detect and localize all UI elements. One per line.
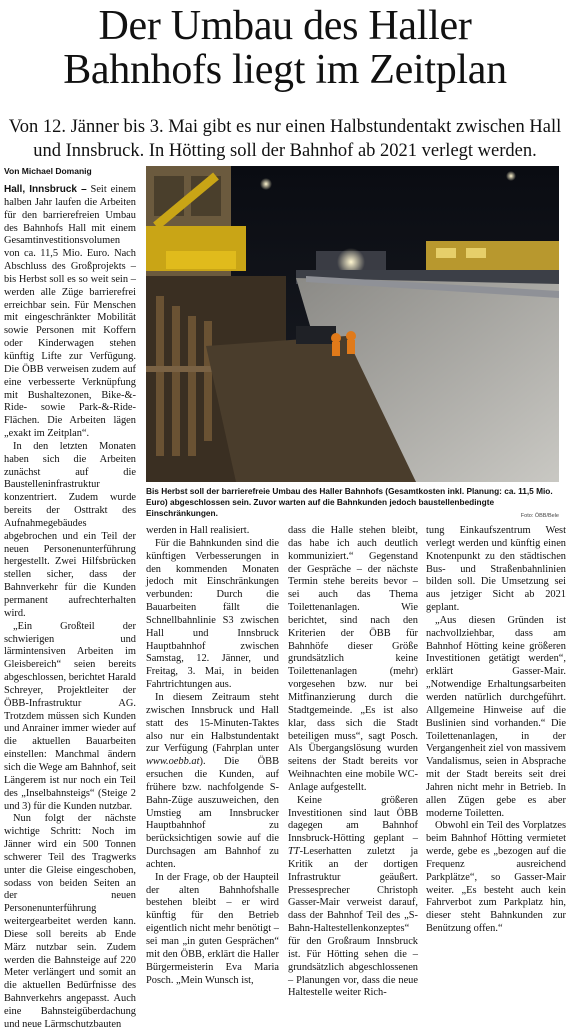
paragraph bbox=[288, 795, 418, 1001]
paragraph: werden in Hall realisiert. bbox=[146, 525, 250, 536]
paragraph: Obwohl ein Teil des Vorplatzes beim Bahnhof Hötting vermietet werde, gebe es „bezogen auf die Frequenz ausreichend Parkplätze“, so Gasser-Mair weiter. „Es besteht auch kein Fahrverbot zum Parkplatz hin, dieser steht Bahnkunden zur Benützung offen.“ bbox=[426, 820, 566, 935]
paragraph-text: Keine größeren Investitionen sind laut ÖBB dagegen am Bahnhof Innsbruck-Hötting geplant – bbox=[288, 794, 418, 845]
author-byline: Von Michael Domanig bbox=[4, 166, 92, 176]
paragraph-text: ). Die ÖBB ersuchen die Kunden, auf frühere bzw. nachfolgende S-Bahn-Züge auszuweichen, den Umstieg am Innsbrucker Hauptbahnhof zu berücksichtigen sowie auf die Durchsagen am Bahnhof zu achten. bbox=[146, 756, 279, 870]
headline bbox=[0, 4, 570, 92]
paragraph: In der Frage, ob der Haupteil der alten Bahnhofshalle bestehen bleibt – er wird künftig für den Betrieb eigentlich nicht mehr benötigt – sei man „in guten Gesprächen“ mit den ÖBB, erklärt die Haller Bürgermeisterin Eva Maria Posch. „Mein Wunsch ist, bbox=[146, 871, 279, 986]
website-link[interactable]: www.oebb.at bbox=[146, 756, 200, 768]
paragraph-text: In diesem Zeitraum steht zwischen Innsbruck und Hall statt des 15-Minuten-Taktes also nur ein Halbstundentakt zur Verfügung (Fahrplan unter bbox=[146, 691, 279, 755]
headline-line-1: Der Umbau des Haller bbox=[98, 3, 472, 49]
caption-text: Bis Herbst soll der barrierefreie Umbau des Haller Bahnhofs (Gesamtkosten inkl. Planung: ca. 11,5 Mio. Euro) abgeschlossen sein. Zuvor warten auf die Bahnkunden jedoch baustellenbedingte Einschränkungen. bbox=[146, 486, 553, 518]
article-column-3 bbox=[288, 525, 418, 1000]
paragraph: dass die Halle stehen bleibt, das habe ich auch deutlich kommuniziert.“ Gegenstand der Gespräche – der nächste Termin stehe bereits bevor – sei auch das Thema Toilettenanlagen. Wie berichtet, sind nach den Kriterien der ÖBB für Bahnhöfe dieser Größe grundsätzlich keine Toilettenanlagen (mehr) vorgesehen bzw. nur bei Mitfinanzierung durch die Stadtgemeinde. „Es ist also klar, dass sich die Stadt beteiligen muss“, sagt Posch. Als Übergangslösung wurden seitens der Stadt bereits vor Weihnachten eine mobile WC-Anlage aufgestellt. bbox=[288, 525, 418, 793]
dateline: Hall, Innsbruck – bbox=[4, 184, 87, 195]
lead-paragraph bbox=[4, 184, 136, 441]
subheadline: Von 12. Jänner bis 3. Mai gibt es nur einen Halbstundentakt zwischen Hall und Innsbruck. In Hötting soll der Bahnhof ab 2021 verlegt werden. bbox=[8, 117, 562, 161]
paragraph: Für die Bahnkunden sind die künftigen Verbesserungen in den kommenden Monaten jedoch mit Einschränkungen verbunden: Durch die Bauarbeiten fällt die Schnellbahnlinie S3 zwischen Hall und Innsbruck Hauptbahnhof zwischen Samstag, 12. Jänner, und Freitag, 3. Mai, in beiden Fahrtrichtungen aus. bbox=[146, 537, 279, 691]
paragraph-text: Seit einem halben Jahr laufen die Arbeiten für den barrierefreien Umbau des Bahnhofs Hall mit einem Gesamtinvestitionsvolumen von ca. 11,5 Mio. Euro. Nach Abschluss des Großprojekts – bis Herbst soll es so weit sein – werden alle Züge barrierefrei erreichbar sein. Für Menschen mit eingeschränkter Mobilität sowie Personen mit Koffern oder Kinderwagen stehen künftig Lifte zur Verfügung. Die ÖBB verweisen zudem auf eine verbesserte Verknüpfung mit Bushaltezonen, Bike-&-Ride- sowie Park-&-Ride-Flächen. Die Arbeiten lägen „exakt im Zeitplan“. bbox=[4, 184, 136, 440]
paragraph: Nun folgt der nächste wichtige Schritt: Noch im Jänner wird ein 500 Tonnen schwerer Teil des Tragwerks unter die Gleise eingeschoben, sodass von beiden Seiten an der neuen Personenunterführung weitergearbeitet werden kann. Diese soll bereits ab Ende März nutzbar sein. Zudem werden die Bahnsteige auf 220 Meter verlängert und somit an die aktuellen Bedürfnisse des Bahnverkehrs angepasst. Auch eine Bahnsteigüberdachung und neue Lärmschutzbauten bbox=[4, 813, 136, 1030]
photo-caption bbox=[146, 486, 559, 522]
photo-illustration bbox=[146, 166, 559, 482]
photo-credit: Foto: ÖBB/Bele bbox=[520, 513, 559, 519]
paragraph: tung Einkaufszentrum West verlegt werden und künftig einen Knotenpunkt zu den städtischen Bus- und Straßenbahnlinien bilden soll. Die Umsetzung sei aus jetziger Sicht ab 2021 geplant. bbox=[426, 525, 566, 614]
paragraph-text: -Leserhatten zuletzt ja Kritik an der dortigen Infrastruktur geäußert. Pressesprecher Christoph Gasser-Mair verweist darauf, dass der Bahnhof Teil des „S-Bahn-Haltestellenkonzeptes“ für den Großraum Innsbruck ist. Für Hötting sehen die – grundsätzlich abgeschlossenen – Planungen vor, dass die neue Haltestelle weiter Rich- bbox=[288, 846, 418, 999]
tt-abbrev: TT bbox=[288, 846, 300, 858]
paragraph: „Ein Großteil der schwierigen und lärmintensiven Arbeiten im Gleisbereich“ seien bereits abgeschlossen, berichtet Harald Schreyer, Projektleiter der ÖBB-Infrastruktur AG. Trotzdem müssen sich Kunden und Anrainer immer wieder auf die aktuellen Bauarbeiten einstellen: Manchmal ändern sich die Wege am Bahnhof, seit Längerem ist nur noch ein Teil des „Inselbahnsteigs“ (Steige 2 und 3) für die Kunden nutzbar. bbox=[4, 620, 136, 812]
article-column-4 bbox=[426, 525, 566, 936]
paragraph: In den letzten Monaten haben sich die Arbeiten zunächst auf die Baustelleninfrastruktur konzentriert. Zudem wurde bereits der Osttrakt des Aufnahmegebäudes abgebrochen und ein Teil der neuen Personenunterführung hergestellt. Zwei Hilfsbrücken stellen sicher, dass der Bahnverkehr für die Kunden permanent aufrechterhalten wird. bbox=[4, 440, 136, 619]
construction-photo bbox=[146, 166, 559, 482]
paragraph bbox=[146, 692, 279, 872]
paragraph: „Aus diesen Gründen ist nachvollziehbar, dass am Bahnhof Hötting keine größeren Investitionen getätigt werden“, erklärt Gasser-Mair. „Notwendige Erhaltungsarbeiten werden natürlich durchgeführt. Allgemeine Hinweise auf die Buslinien sind vorhanden.“ Die Toilettenanlagen, in der Vergangenheit ziel von massivem Vandalismus, seien in Absprache mit der Stadt bereits seit drei Jahren nicht mehr in Betrieb. In allen Zügen gebe es aber moderne Toiletten. bbox=[426, 614, 566, 819]
article-column-2 bbox=[146, 525, 279, 987]
headline-line-2: Bahnhofs liegt im Zeitplan bbox=[63, 47, 507, 93]
article-column-1 bbox=[4, 184, 136, 1032]
